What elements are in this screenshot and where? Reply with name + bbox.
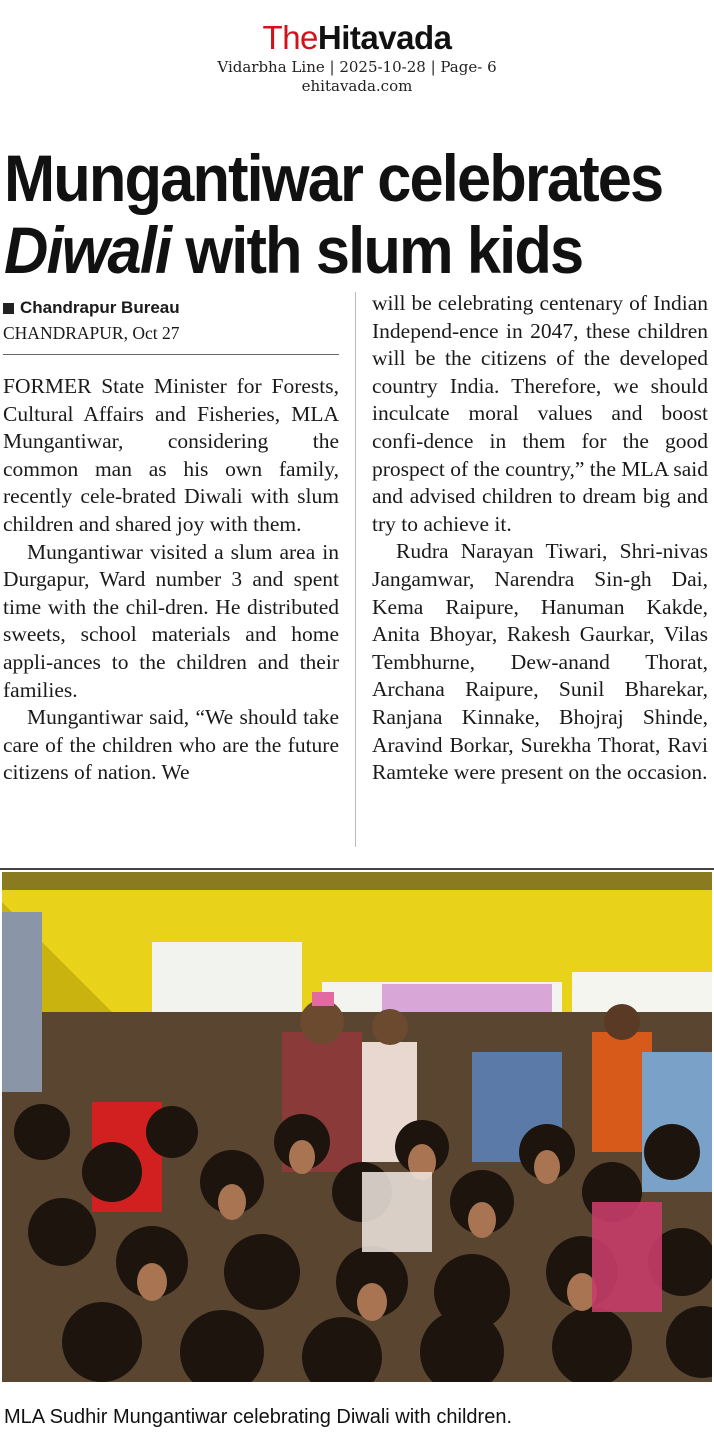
article-paragraph: will be celebrating centenary of Indian Independ-ence in 2047, these children will be the citizens of the developed country India. Therefore, we should inculcate moral values and boost confi-dence in them for the good prospect of the country,” the MLA said and advised children to dream big and try to achieve it. — [372, 291, 708, 536]
photo-rule — [0, 868, 714, 870]
column-divider — [355, 292, 356, 847]
logo-prefix: The — [262, 19, 318, 56]
article-paragraph: FORMER State Minister for Forests, Cultural Affairs and Fisheries, MLA Mungantiwar, considering the common man as his own family, recently cele-brated Diwali with slum children and shared joy with them. — [3, 374, 339, 536]
article-paragraph: Mungantiwar visited a slum area in Durgapur, Ward number 3 and spent time with the chil-dren. He distributed sweets, school materials and home appli-ances to the children and their families. — [3, 539, 339, 702]
article-column-right — [372, 290, 708, 787]
headline-line2: with slum kids — [170, 213, 583, 287]
headline-italic-word: Diwali — [4, 213, 171, 287]
headline — [4, 142, 661, 286]
event-photo — [2, 872, 712, 1382]
logo-name: Hitavada — [317, 19, 452, 56]
article-paragraph: Mungantiwar said, “We should take care of the children who are the future citizens of nation. We — [3, 705, 339, 785]
bureau-name: Chandrapur Bureau — [20, 298, 180, 317]
bureau-credit — [3, 296, 339, 320]
photo-caption: MLA Sudhir Mungantiwar celebrating Diwali with children. — [4, 1406, 513, 1428]
website-link[interactable]: ehitavada.com — [301, 77, 413, 95]
crowd-photo-illustration — [2, 872, 712, 1382]
edition-line: Vidarbha Line | 2025-10-28 | Page- 6 — [217, 58, 497, 76]
masthead — [0, 18, 714, 96]
article-paragraph: Rudra Narayan Tiwari, Shri-nivas Jangamwar, Narendra Sin-gh Dai, Kema Raipure, Hanuman Kakde, Anita Bhoyar, Rakesh Gaurkar, Vilas Tembhurne, Dew-anand Thorat, Archana Raipure, Sunil Bharekar, Ranjana Kinnake, Bhojraj Shinde, Aravind Borkar, Surekha Thorat, Ravi Ramteke were present on the occasion. — [372, 539, 708, 785]
headline-line1: Mungantiwar celebrates — [4, 141, 663, 215]
byline — [3, 296, 339, 355]
newspaper-logo — [0, 18, 714, 58]
byline-rule — [3, 354, 339, 355]
bullet-square-icon — [3, 303, 14, 314]
dateline: CHANDRAPUR, Oct 27 — [3, 323, 180, 343]
article-column-left — [3, 373, 339, 787]
